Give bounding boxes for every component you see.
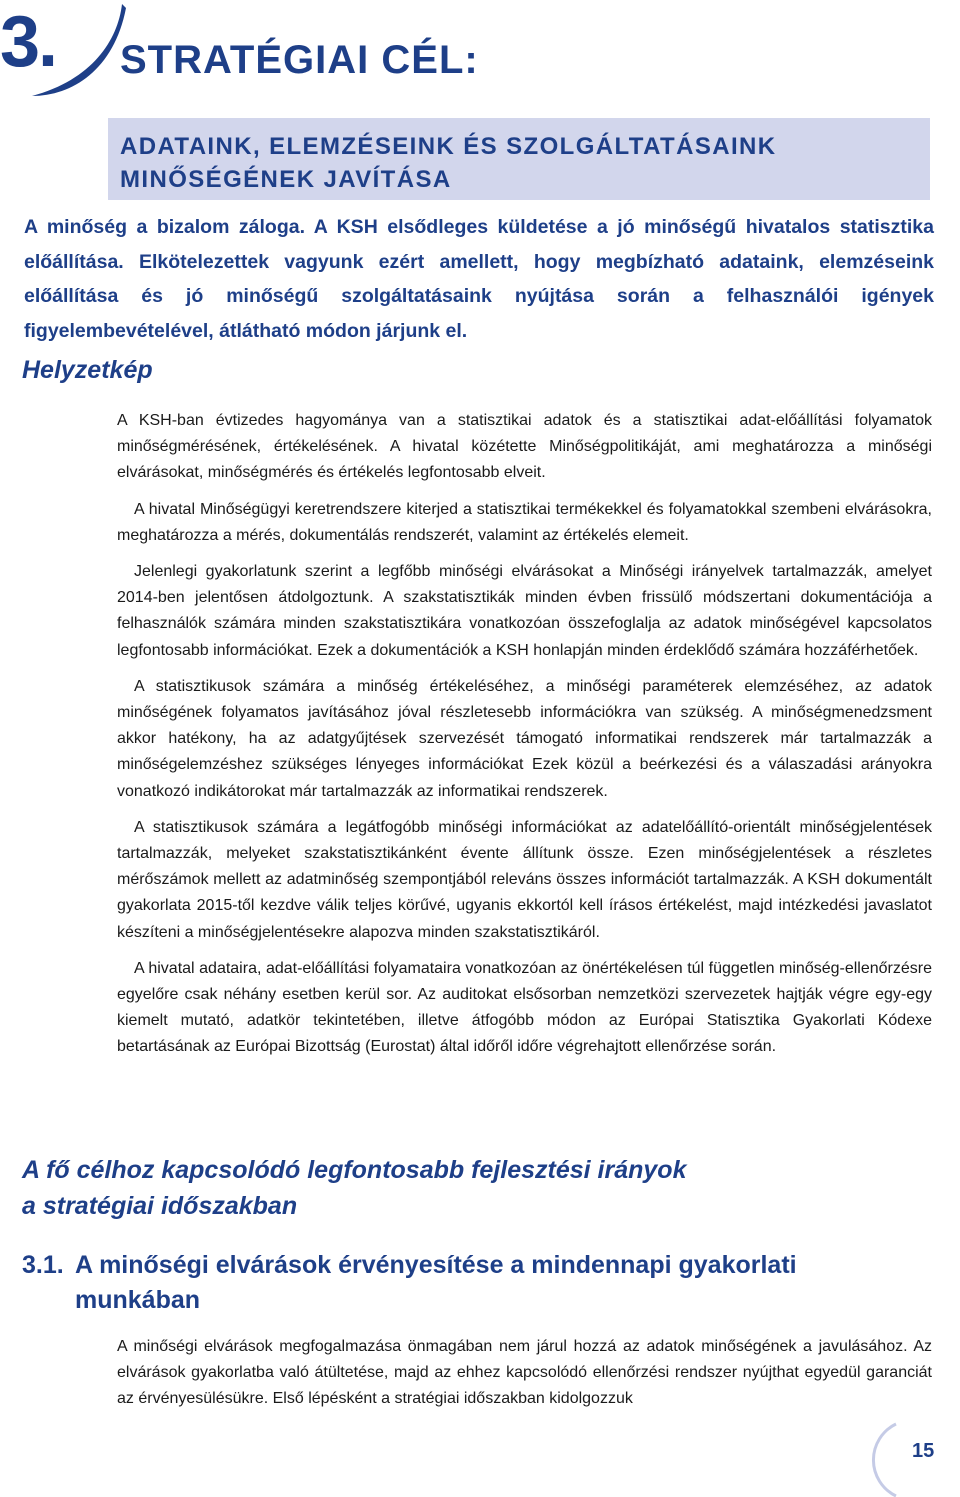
body-paragraph: A statisztikusok számára a minőség értékeléséhez, a minőségi paraméterek elemzéséhez, az adatok minőségének folyamatos javításához jóval részletesebb információkra van szükség. A minőségmenedzsment akkor hatékony, ha az adatgyűjtések szervezését támogató informatikai rendszerek már tartalmazzák a minőségelemzéshez szükséges lényeges információkat Ezek közül a beérkezési és a válaszadási arányokra vonatkozó indikátorokat már tartalmazzák az informatikai rendszerek.	[117, 677, 932, 800]
lead-paragraph: A minőség a bizalom záloga. A KSH elsődleges küldetése a jó minőségű hivatalos statisztika előállítása. Elkötelezettek vagyunk ezért amellett, hogy megbízható adataink, elemzéseink előállítása és jó minőségű szolgáltatásaink nyújtása során a felhasználói igények figyelembevételével, átlátható módon járjunk el.	[24, 216, 934, 342]
heading-line-1: A fő célhoz kapcsolódó legfontosabb fejlesztési irányok	[22, 1156, 687, 1184]
page-corner-curve-icon	[850, 1420, 960, 1497]
subsection-heading: A minőségi elvárások érvényesítése a mindennapi gyakorlati munkában	[75, 1251, 797, 1314]
subsection-body	[117, 1334, 932, 1423]
subtitle-line-1: ADATAINK, ELEMZÉSEINK ÉS SZOLGÁLTATÁSAINK	[120, 133, 777, 160]
body-paragraph: A minőségi elvárások megfogalmazása önmagában nem járul hozzá az adatok minőségének a javulásához. Az elvárások gyakorlatba való átültetése, majd az ehhez kapcsolódó ellenőrzési rendszer nyújthat egyedül garanciát az érvényesülésükre. Első lépésként a stratégiai időszakban kidolgozzuk	[117, 1338, 932, 1408]
body-paragraph: A hivatal Minőségügyi keretrendszere kiterjed a statisztikai termékekkel és folyamatokkal szembeni elvárásokra, meghatározza a mérés, dokumentálás rendszerét, valamint az értékelés elemeit.	[117, 500, 932, 544]
subtitle-band	[108, 118, 930, 200]
chapter-subtitle	[120, 130, 777, 196]
body-paragraph: A KSH-ban évtizedes hagyománya van a statisztikai adatok és a statisztikai adat-előállítási folyamatok minőségmérésének, értékelésének. A hivatal közétette Minőségpolitikáját, ami meghatározza a minőségi elvárásokat, minőségmérés és értékelés legfontosabb elveit.	[117, 412, 932, 482]
body-paragraph: Jelenlegi gyakorlatunk szerint a legfőbb minőségi elvárásokat a Minőségi irányelvek tartalmazzák, amelyet 2014-ben jelentősen átdolgoztunk. A szakstatisztikák minden évben frissülő módszertani dokumentációja a felhasználók számára minden szakstatisztikára vonatkozóan összefoglalja az adatok minőségével kapcsolatos legfontosabb információkat. Ezek a dokumentációk a KSH honlapján minden érdeklődő számára hozzáférhetőek.	[117, 563, 932, 659]
chapter-number: 3.	[0, 2, 57, 82]
heading-line-2: a stratégiai időszakban	[22, 1192, 298, 1220]
chapter-title: STRATÉGIAI CÉL:	[120, 38, 479, 82]
section-heading-directions	[22, 1152, 686, 1224]
section-heading-helyzetkep: Helyzetkép	[22, 356, 153, 384]
body-paragraph: A statisztikusok számára a legátfogóbb minőségi információkat az adatelőállító-orientált minőségjelentések tartalmazzák, melyeket szakstatisztikánként évente állítunk össze. Ezen minőségjelentések a részletes mérőszámok mellett az adatminőség szempontjából releváns összes információt tartalmazzák. A KSH dokumentált gyakorlata 2015-től kezdve válik teljes körűvé, ugyanis ekkortól kell írásos értékelést, majd intézkedési javaslatot készíteni a minőségjelentésekre alapozva minden szakstatisztikáról.	[117, 818, 932, 941]
swoosh-decoration-icon	[22, 0, 132, 110]
page-number: 15	[912, 1440, 935, 1462]
body-paragraph: A hivatal adataira, adat-előállítási folyamataira vonatkozóan az önértékelésen túl független minőség-ellenőrzésre egyelőre csak néhány esetben kerül sor. Az auditokat elsősorban nemzetközi szervezetek hajtják végre egy-egy kiemelt mutató, adatkör tekintetében, illetve átfogóbb módon az Európai Statisztika Gyakorlati Kódexe betartásának az Európai Bizottság (Eurostat) által időről időre végrehajtott ellenőrzése során.	[117, 959, 932, 1056]
section-body	[117, 408, 932, 1071]
subsection-number: 3.1.	[22, 1251, 64, 1279]
subtitle-line-2: MINŐSÉGÉNEK JAVÍTÁSA	[120, 166, 452, 193]
